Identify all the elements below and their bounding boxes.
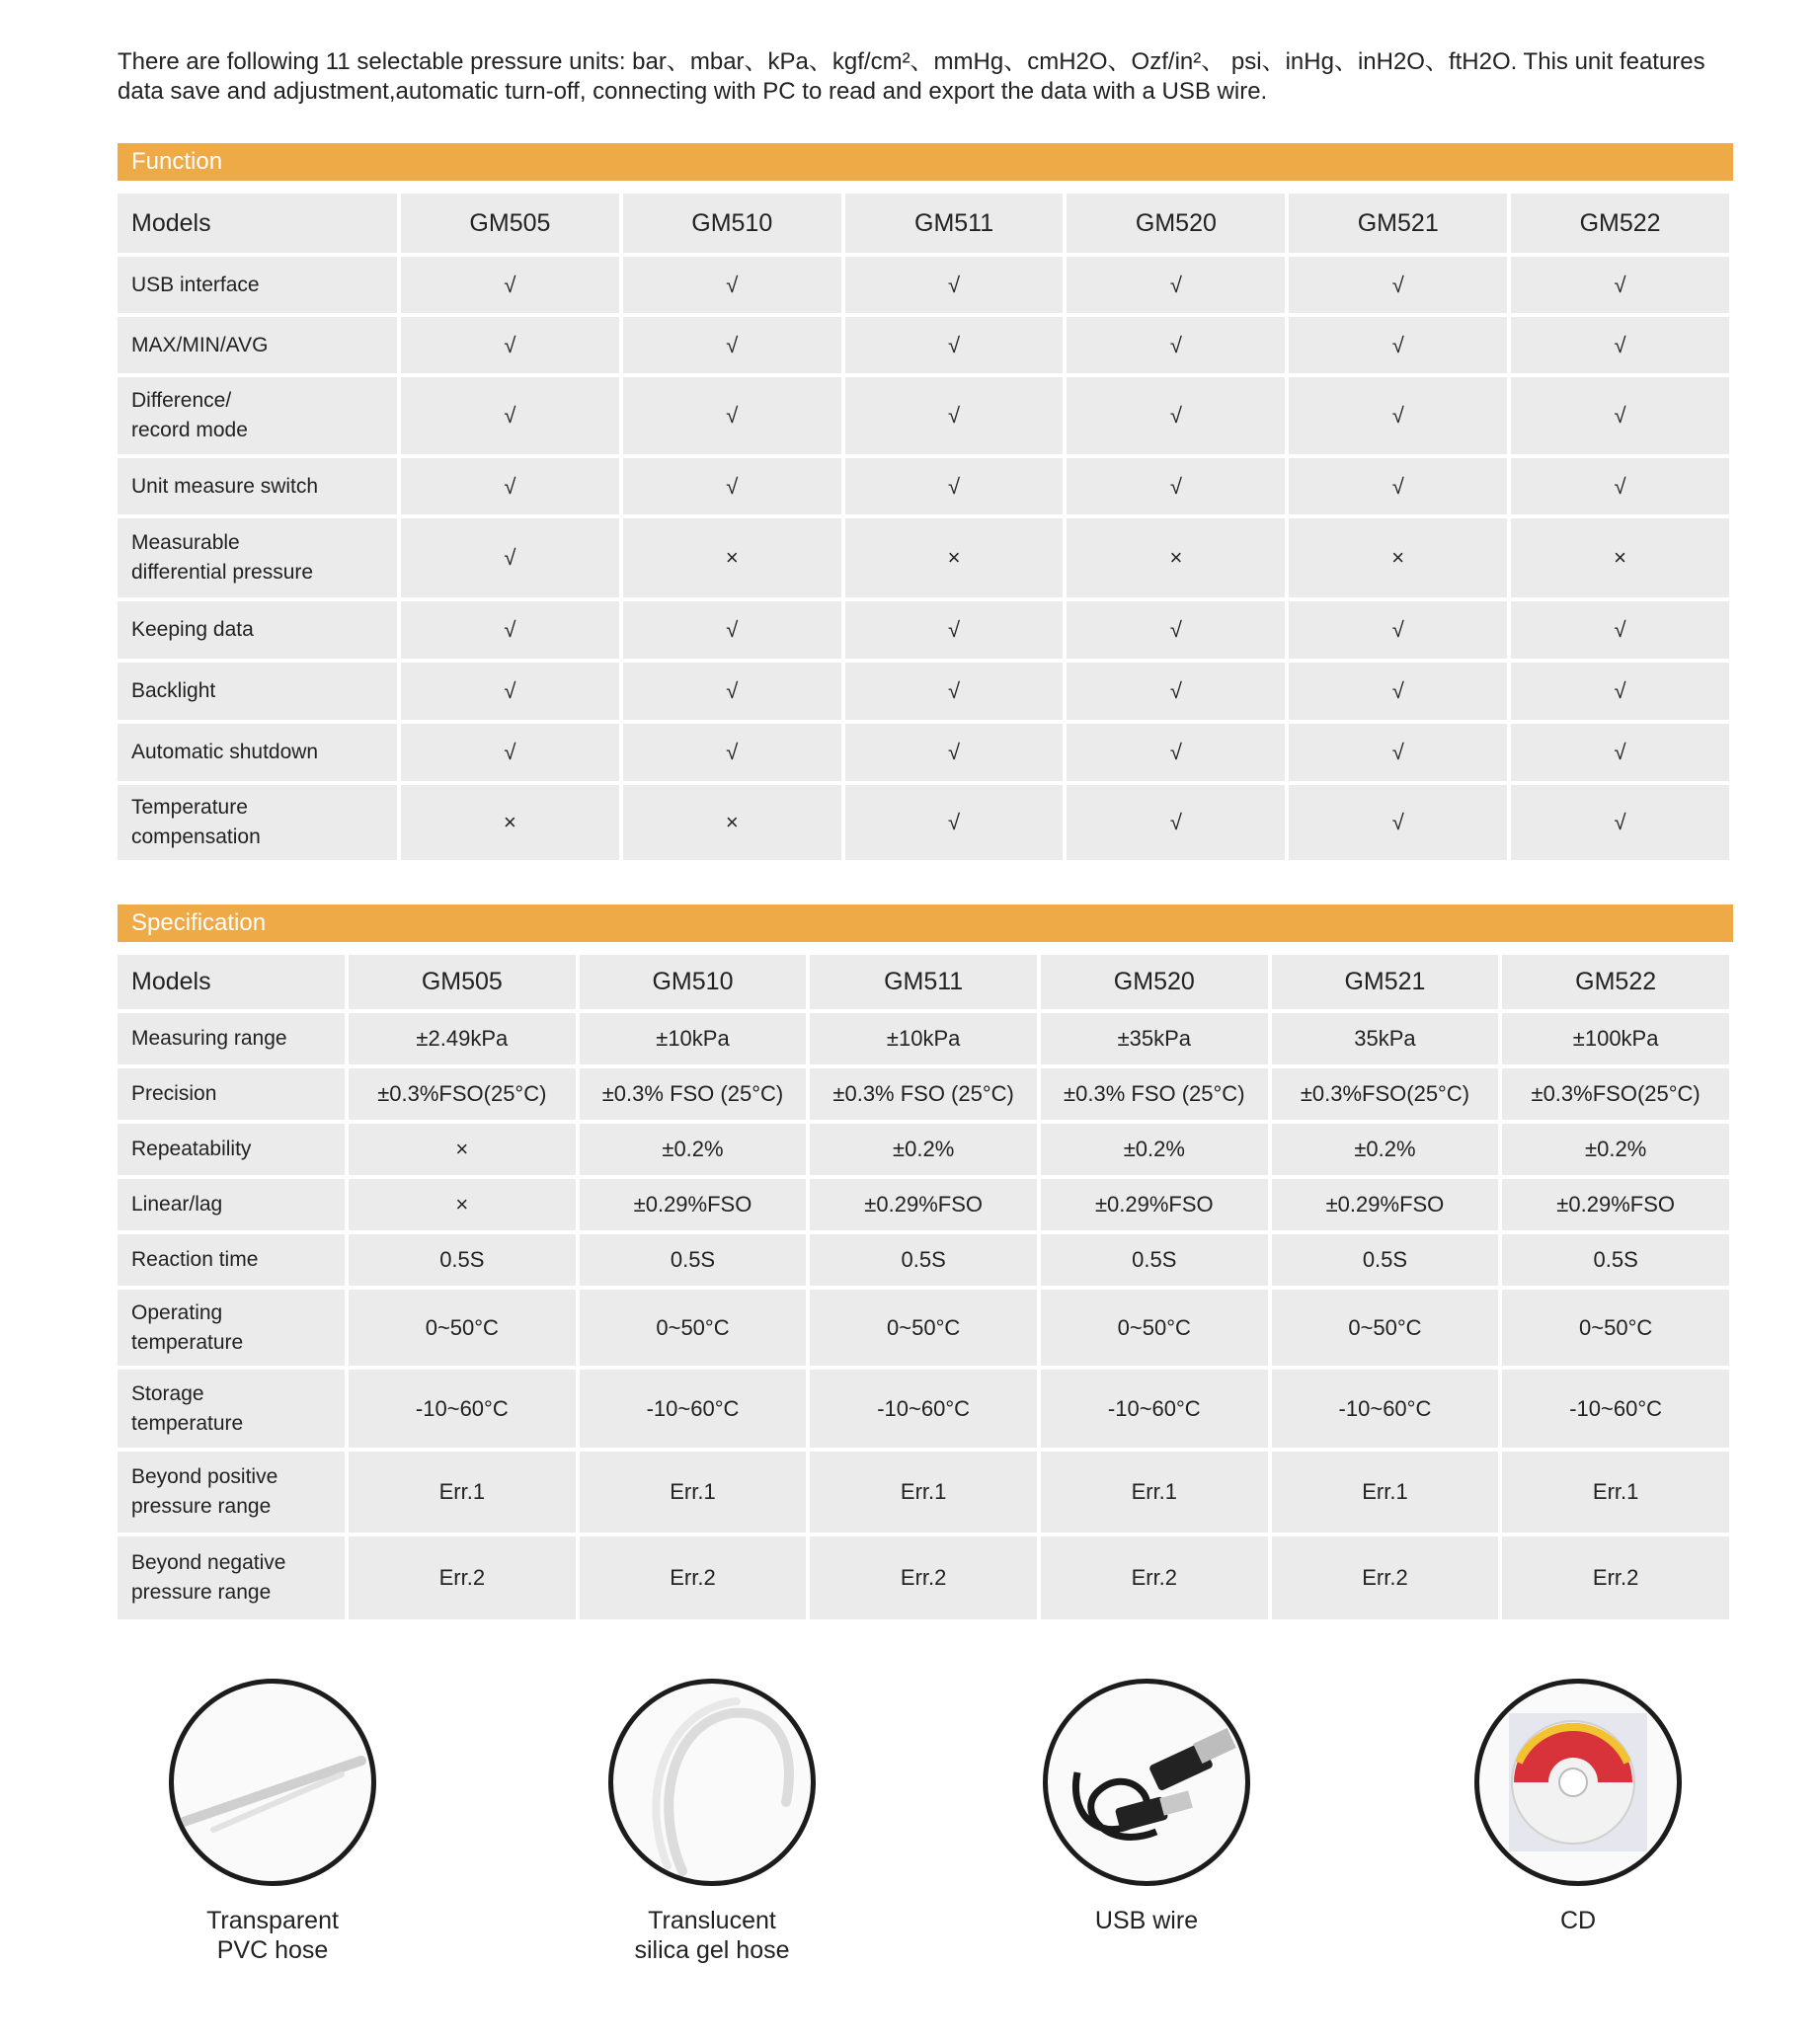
row-label: Linear/lag	[118, 1179, 345, 1230]
table-cell: 0.5S	[349, 1234, 576, 1286]
row-label: Measuring range	[118, 1013, 345, 1064]
table-cell: √	[1289, 257, 1507, 313]
table-cell: -10~60°C	[580, 1370, 807, 1448]
table-cell: 0.5S	[1502, 1234, 1729, 1286]
table-cell: 0~50°C	[1272, 1290, 1499, 1366]
table-cell: -10~60°C	[810, 1370, 1037, 1448]
table-cell: √	[1067, 724, 1285, 781]
table-cell: 0~50°C	[580, 1290, 807, 1366]
table-cell: √	[1511, 317, 1729, 373]
table-cell: Err.1	[810, 1452, 1037, 1533]
table-row	[118, 1370, 1729, 1448]
table-header-row	[118, 955, 1729, 1009]
row-label: Measurable differential pressure	[118, 518, 397, 597]
table-cell: √	[1289, 724, 1507, 781]
table-cell: ×	[845, 518, 1064, 597]
table-cell: √	[1067, 257, 1285, 313]
accessory-cd	[1450, 1679, 1706, 1935]
table-row	[118, 317, 1729, 373]
table-row	[118, 1536, 1729, 1619]
row-label: Repeatability	[118, 1124, 345, 1175]
table-row	[118, 1179, 1729, 1230]
table-cell: √	[845, 458, 1064, 514]
table-cell: ±0.2%	[1502, 1124, 1729, 1175]
table-cell: ×	[401, 785, 619, 860]
table-cell: √	[1511, 724, 1729, 781]
intro-text: There are following 11 selectable pressure units: bar、mbar、kPa、kgf/cm²、mmHg、cmH2O、Ozf/in²、 psi、inHg、inH2O、ftH2O. This unit features data save and adjustment,automatic turn-off, connecting with PC to read and export the data with a USB wire.	[118, 48, 1705, 105]
row-label: Backlight	[118, 663, 397, 720]
table-cell: ±10kPa	[810, 1013, 1037, 1064]
table-cell: √	[1289, 663, 1507, 720]
cd-icon	[1474, 1679, 1682, 1886]
table-cell: ±10kPa	[580, 1013, 807, 1064]
table-cell: √	[845, 257, 1064, 313]
table-cell: √	[845, 724, 1064, 781]
row-label: MAX/MIN/AVG	[118, 317, 397, 373]
table-cell: √	[845, 663, 1064, 720]
table-cell: ±100kPa	[1502, 1013, 1729, 1064]
table-cell: -10~60°C	[1502, 1370, 1729, 1448]
table-row	[118, 518, 1729, 597]
accessory-pvc-hose	[144, 1679, 401, 1965]
table-cell: √	[623, 257, 841, 313]
table-cell: ±0.3%FSO(25°C)	[1272, 1068, 1499, 1120]
table-cell: ±0.3%FSO(25°C)	[1502, 1068, 1729, 1120]
table-cell: ×	[349, 1124, 576, 1175]
table-cell: √	[623, 663, 841, 720]
table-cell: √	[1511, 601, 1729, 659]
table-cell: √	[401, 601, 619, 659]
table-cell: Err.1	[1272, 1452, 1499, 1533]
model-header-cell: GM521	[1272, 955, 1499, 1009]
table-cell: √	[623, 317, 841, 373]
model-header-cell: GM511	[845, 194, 1064, 253]
models-header-cell: Models	[118, 955, 345, 1009]
table-cell: Err.2	[349, 1536, 576, 1619]
table-cell: √	[845, 377, 1064, 454]
table-cell: Err.1	[1041, 1452, 1268, 1533]
table-cell: -10~60°C	[349, 1370, 576, 1448]
accessory-silica-hose	[584, 1679, 840, 1965]
model-header-cell: GM510	[580, 955, 807, 1009]
specification-section-title: Specification	[118, 904, 1733, 942]
table-row	[118, 257, 1729, 313]
table-cell: ×	[349, 1179, 576, 1230]
function-section-title: Function	[118, 143, 1733, 181]
accessory-label: Translucent silica gel hose	[634, 1907, 790, 1964]
table-cell: √	[1511, 257, 1729, 313]
table-header-row	[118, 194, 1729, 253]
table-cell: ±0.29%FSO	[580, 1179, 807, 1230]
table-cell: 0.5S	[810, 1234, 1037, 1286]
table-cell: -10~60°C	[1041, 1370, 1268, 1448]
table-cell: ×	[1067, 518, 1285, 597]
table-cell: √	[401, 724, 619, 781]
model-header-cell: GM522	[1511, 194, 1729, 253]
model-header-cell: GM520	[1067, 194, 1285, 253]
row-label: Automatic shutdown	[118, 724, 397, 781]
table-cell: √	[1289, 317, 1507, 373]
table-cell: √	[1289, 377, 1507, 454]
table-cell: √	[1289, 601, 1507, 659]
row-label: Beyond negative pressure range	[118, 1536, 345, 1619]
table-cell: 0.5S	[580, 1234, 807, 1286]
table-cell: ±0.2%	[810, 1124, 1037, 1175]
table-cell: √	[623, 377, 841, 454]
table-cell: √	[401, 317, 619, 373]
accessory-usb-wire	[1018, 1679, 1275, 1935]
row-label: Keeping data	[118, 601, 397, 659]
table-cell: √	[1067, 317, 1285, 373]
table-cell: ±35kPa	[1041, 1013, 1268, 1064]
table-cell: ±0.29%FSO	[1502, 1179, 1729, 1230]
table-row	[118, 1452, 1729, 1533]
table-cell: √	[1511, 377, 1729, 454]
table-cell: Err.1	[580, 1452, 807, 1533]
table-cell: ×	[623, 785, 841, 860]
table-cell: Err.1	[1502, 1452, 1729, 1533]
table-cell: 0~50°C	[1041, 1290, 1268, 1366]
table-row	[118, 1290, 1729, 1366]
table-row	[118, 1234, 1729, 1286]
table-row	[118, 377, 1729, 454]
pvc-hose-icon	[169, 1679, 376, 1886]
model-header-cell: GM521	[1289, 194, 1507, 253]
table-cell: √	[623, 724, 841, 781]
accessory-label: USB wire	[1094, 1907, 1199, 1934]
table-cell: √	[623, 601, 841, 659]
table-cell: √	[401, 458, 619, 514]
model-header-cell: GM522	[1502, 955, 1729, 1009]
row-label: Unit measure switch	[118, 458, 397, 514]
table-row	[118, 1124, 1729, 1175]
model-header-cell: GM510	[623, 194, 841, 253]
table-cell: √	[1067, 377, 1285, 454]
row-label: Operating temperature	[118, 1290, 345, 1366]
table-cell: ±0.3%FSO(25°C)	[349, 1068, 576, 1120]
table-cell: ±0.29%FSO	[1041, 1179, 1268, 1230]
accessories-row	[0, 1679, 1820, 1975]
table-cell: Err.1	[349, 1452, 576, 1533]
table-cell: ±0.2%	[580, 1124, 807, 1175]
table-row	[118, 724, 1729, 781]
accessory-label: CD	[1559, 1907, 1597, 1934]
table-row	[118, 785, 1729, 860]
table-cell: ±0.3% FSO (25°C)	[580, 1068, 807, 1120]
table-cell: ×	[623, 518, 841, 597]
table-cell: Err.2	[810, 1536, 1037, 1619]
model-header-cell: GM520	[1041, 955, 1268, 1009]
table-cell: 35kPa	[1272, 1013, 1499, 1064]
table-row	[118, 663, 1729, 720]
table-cell: √	[845, 785, 1064, 860]
table-cell: √	[845, 317, 1064, 373]
row-label: Precision	[118, 1068, 345, 1120]
table-cell: ×	[1511, 518, 1729, 597]
table-cell: 0.5S	[1041, 1234, 1268, 1286]
table-cell: ±0.3% FSO (25°C)	[1041, 1068, 1268, 1120]
table-row	[118, 601, 1729, 659]
table-cell: √	[623, 458, 841, 514]
models-header-cell: Models	[118, 194, 397, 253]
silica-hose-icon	[608, 1679, 816, 1886]
model-header-cell: GM511	[810, 955, 1037, 1009]
table-cell: 0~50°C	[1502, 1290, 1729, 1366]
model-header-cell: GM505	[349, 955, 576, 1009]
model-header-cell: GM505	[401, 194, 619, 253]
table-cell: ×	[1289, 518, 1507, 597]
specification-table	[114, 951, 1733, 1623]
table-cell: ±0.29%FSO	[810, 1179, 1037, 1230]
table-cell: Err.2	[1272, 1536, 1499, 1619]
table-cell: √	[1289, 785, 1507, 860]
table-cell: Err.2	[1041, 1536, 1268, 1619]
table-cell: √	[1067, 601, 1285, 659]
table-cell: ±2.49kPa	[349, 1013, 576, 1064]
row-label: Difference/ record mode	[118, 377, 397, 454]
table-cell: √	[401, 377, 619, 454]
table-cell: √	[1067, 458, 1285, 514]
table-cell: ±0.2%	[1272, 1124, 1499, 1175]
table-cell: -10~60°C	[1272, 1370, 1499, 1448]
table-cell: √	[1511, 785, 1729, 860]
table-cell: 0~50°C	[810, 1290, 1037, 1366]
row-label: Beyond positive pressure range	[118, 1452, 345, 1533]
table-cell: √	[1289, 458, 1507, 514]
row-label: Reaction time	[118, 1234, 345, 1286]
table-cell: √	[1511, 458, 1729, 514]
table-cell: ±0.29%FSO	[1272, 1179, 1499, 1230]
table-cell: 0~50°C	[349, 1290, 576, 1366]
row-label: USB interface	[118, 257, 397, 313]
row-label: Temperature compensation	[118, 785, 397, 860]
accessory-label: Transparent PVC hose	[206, 1907, 339, 1964]
table-cell: √	[401, 518, 619, 597]
table-cell: 0.5S	[1272, 1234, 1499, 1286]
table-cell: Err.2	[1502, 1536, 1729, 1619]
table-cell: √	[1067, 663, 1285, 720]
table-row	[118, 1013, 1729, 1064]
table-cell: ±0.3% FSO (25°C)	[810, 1068, 1037, 1120]
table-cell: √	[401, 663, 619, 720]
row-label: Storage temperature	[118, 1370, 345, 1448]
usb-wire-icon	[1043, 1679, 1250, 1886]
table-cell: √	[401, 257, 619, 313]
function-table	[114, 190, 1733, 864]
table-cell: ±0.2%	[1041, 1124, 1268, 1175]
table-cell: Err.2	[580, 1536, 807, 1619]
table-row	[118, 458, 1729, 514]
table-row	[118, 1068, 1729, 1120]
table-cell: √	[1511, 663, 1729, 720]
table-cell: √	[1067, 785, 1285, 860]
table-cell: √	[845, 601, 1064, 659]
